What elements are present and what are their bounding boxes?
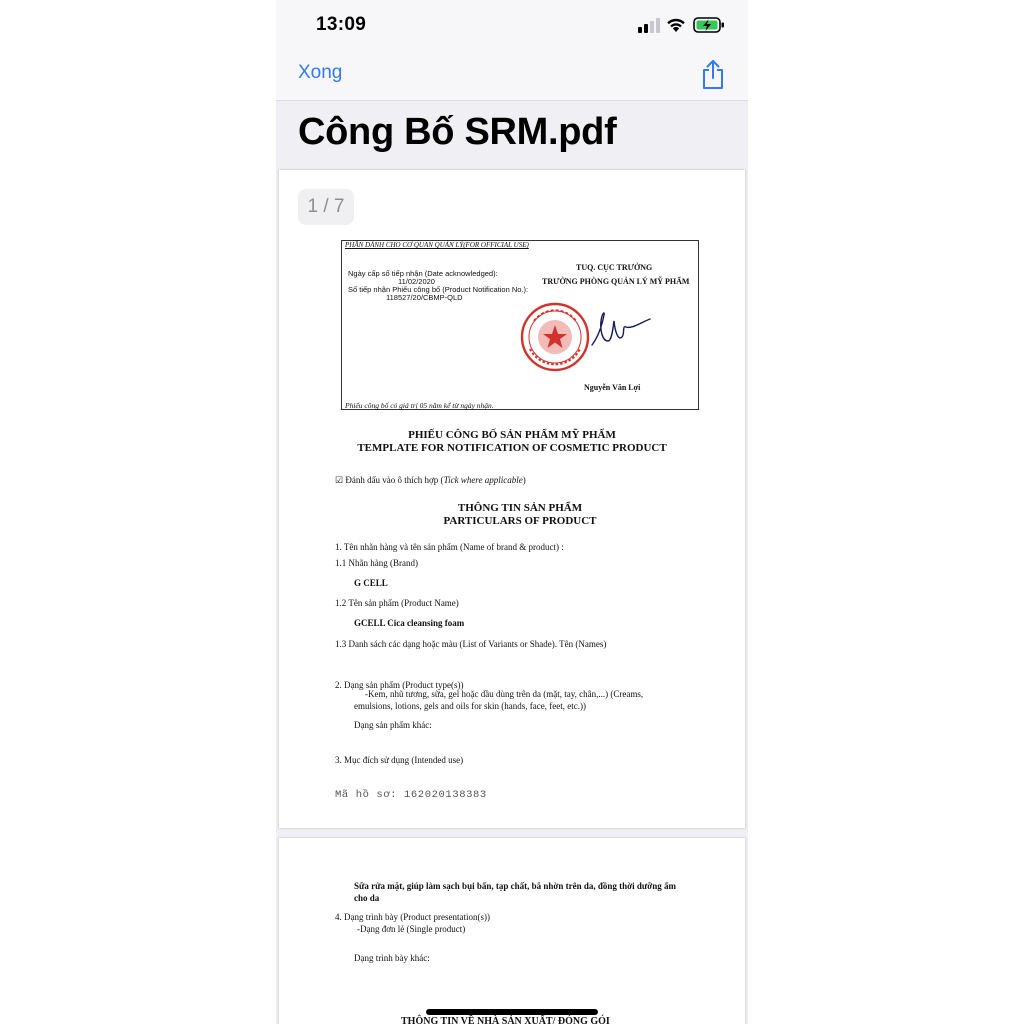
item-1-1: 1.1 Nhãn hàng (Brand) (335, 558, 418, 568)
validity-note: Phiếu công bố có giá trị 05 năm kể từ ngày nhận. (345, 401, 494, 410)
brand-value: G CELL (354, 578, 388, 588)
tick-note-vn: ☑ Đánh dấu vào ô thích hợp ( (335, 475, 444, 485)
tick-note-en: Tick where applicable (443, 475, 523, 485)
pdf-page-1[interactable] (279, 170, 745, 828)
signature-icon (588, 307, 654, 351)
official-use-box (341, 240, 699, 410)
official-stamp-icon (520, 295, 590, 381)
share-button[interactable] (700, 58, 726, 90)
form-title-en: TEMPLATE FOR NOTIFICATION OF COSMETIC PRODUCT (357, 442, 667, 454)
item-4-single: -Dạng đơn lẻ (Single product) (357, 924, 466, 934)
item-2-line-2: emulsions, lotions, gels and oils for skin (hands, face, feet, etc.)) (354, 701, 586, 711)
item-1-2: 1.2 Tên sản phẩm (Product Name) (335, 598, 459, 608)
date-acknowledged-label: Ngày cấp số tiếp nhận (Date acknowledged): (348, 269, 498, 278)
notification-number-value: 118527/20/CBMP-QLD (386, 293, 463, 302)
item-2-line-1: -Kem, nhũ tương, sữa, gel hoặc dầu dùng trên da (mặt, tay, chân,...) (Creams, (365, 689, 644, 699)
form-title-vn: PHIẾU CÔNG BỐ SẢN PHẨM MỸ PHẨM (408, 429, 616, 441)
done-button[interactable]: Xong (298, 62, 343, 83)
page-indicator: 1 / 7 (298, 189, 354, 225)
status-time: 13:09 (316, 14, 367, 35)
section-title-vn: THÔNG TIN SẢN PHẨM (457, 502, 583, 514)
document-title: Công Bố SRM.pdf (298, 111, 617, 153)
item-1: 1. Tên nhãn hàng và tên sản phẩm (Name of brand & product) : (335, 542, 564, 552)
deputy-director-title: TUQ. CỤC TRƯỞNG (576, 263, 653, 272)
pdf-page-2[interactable] (279, 838, 745, 1024)
product-name-value: GCELL Cica cleansing foam (354, 618, 465, 628)
notification-number-label: Số tiếp nhận Phiếu công bố (Product Notification No.): (348, 285, 529, 294)
wifi-icon (666, 15, 686, 33)
battery-charging-icon (693, 16, 725, 34)
signal-icon (638, 17, 660, 33)
item-1-3: 1.3 Danh sách các dạng hoặc màu (List of Variants or Shade). Tên (Names) (335, 639, 607, 649)
signer-name: Nguyễn Văn Lợi (584, 383, 641, 392)
status-bar (276, 0, 748, 52)
item-4: 4. Dạng trình bày (Product presentation(s)) (335, 912, 490, 922)
section-title-en: PARTICULARS OF PRODUCT (443, 515, 597, 527)
item-2-other: Dạng sản phẩm khác: (354, 720, 432, 730)
official-box-header: PHẦN DÀNH CHO CƠ QUAN QUẢN LÝ(FOR OFFICIAL USE) (345, 241, 529, 249)
intended-use-line-2: cho da (354, 893, 380, 903)
date-acknowledged-value: 11/02/2020 (398, 277, 435, 286)
nav-bar (276, 52, 748, 101)
intended-use-line-1: Sữa rửa mặt, giúp làm sạch bụi bẩn, tạp chất, bã nhờn trên da, đồng thời dưỡng ẩm (354, 881, 676, 891)
next-section-title: THÔNG TIN VỀ NHÀ SẢN XUẤT/ ĐÓNG GÓI (401, 1016, 610, 1024)
title-area (276, 101, 748, 167)
share-icon (700, 58, 726, 90)
department-title: TRƯỞNG PHÒNG QUẢN LÝ MỸ PHẨM (542, 277, 690, 286)
tick-note-end: ) (522, 475, 526, 485)
item-3: 3. Mục đích sử dụng (Intended use) (335, 755, 464, 765)
home-indicator[interactable] (426, 1009, 598, 1015)
phone-screen (276, 0, 748, 1024)
tick-note (335, 475, 526, 486)
item-4-other: Dạng trình bày khác: (354, 953, 430, 963)
item-2: 2. Dạng sản phẩm (Product type(s)) (335, 680, 464, 690)
file-code: Mã hồ sơ: 162020138383 (335, 789, 487, 801)
